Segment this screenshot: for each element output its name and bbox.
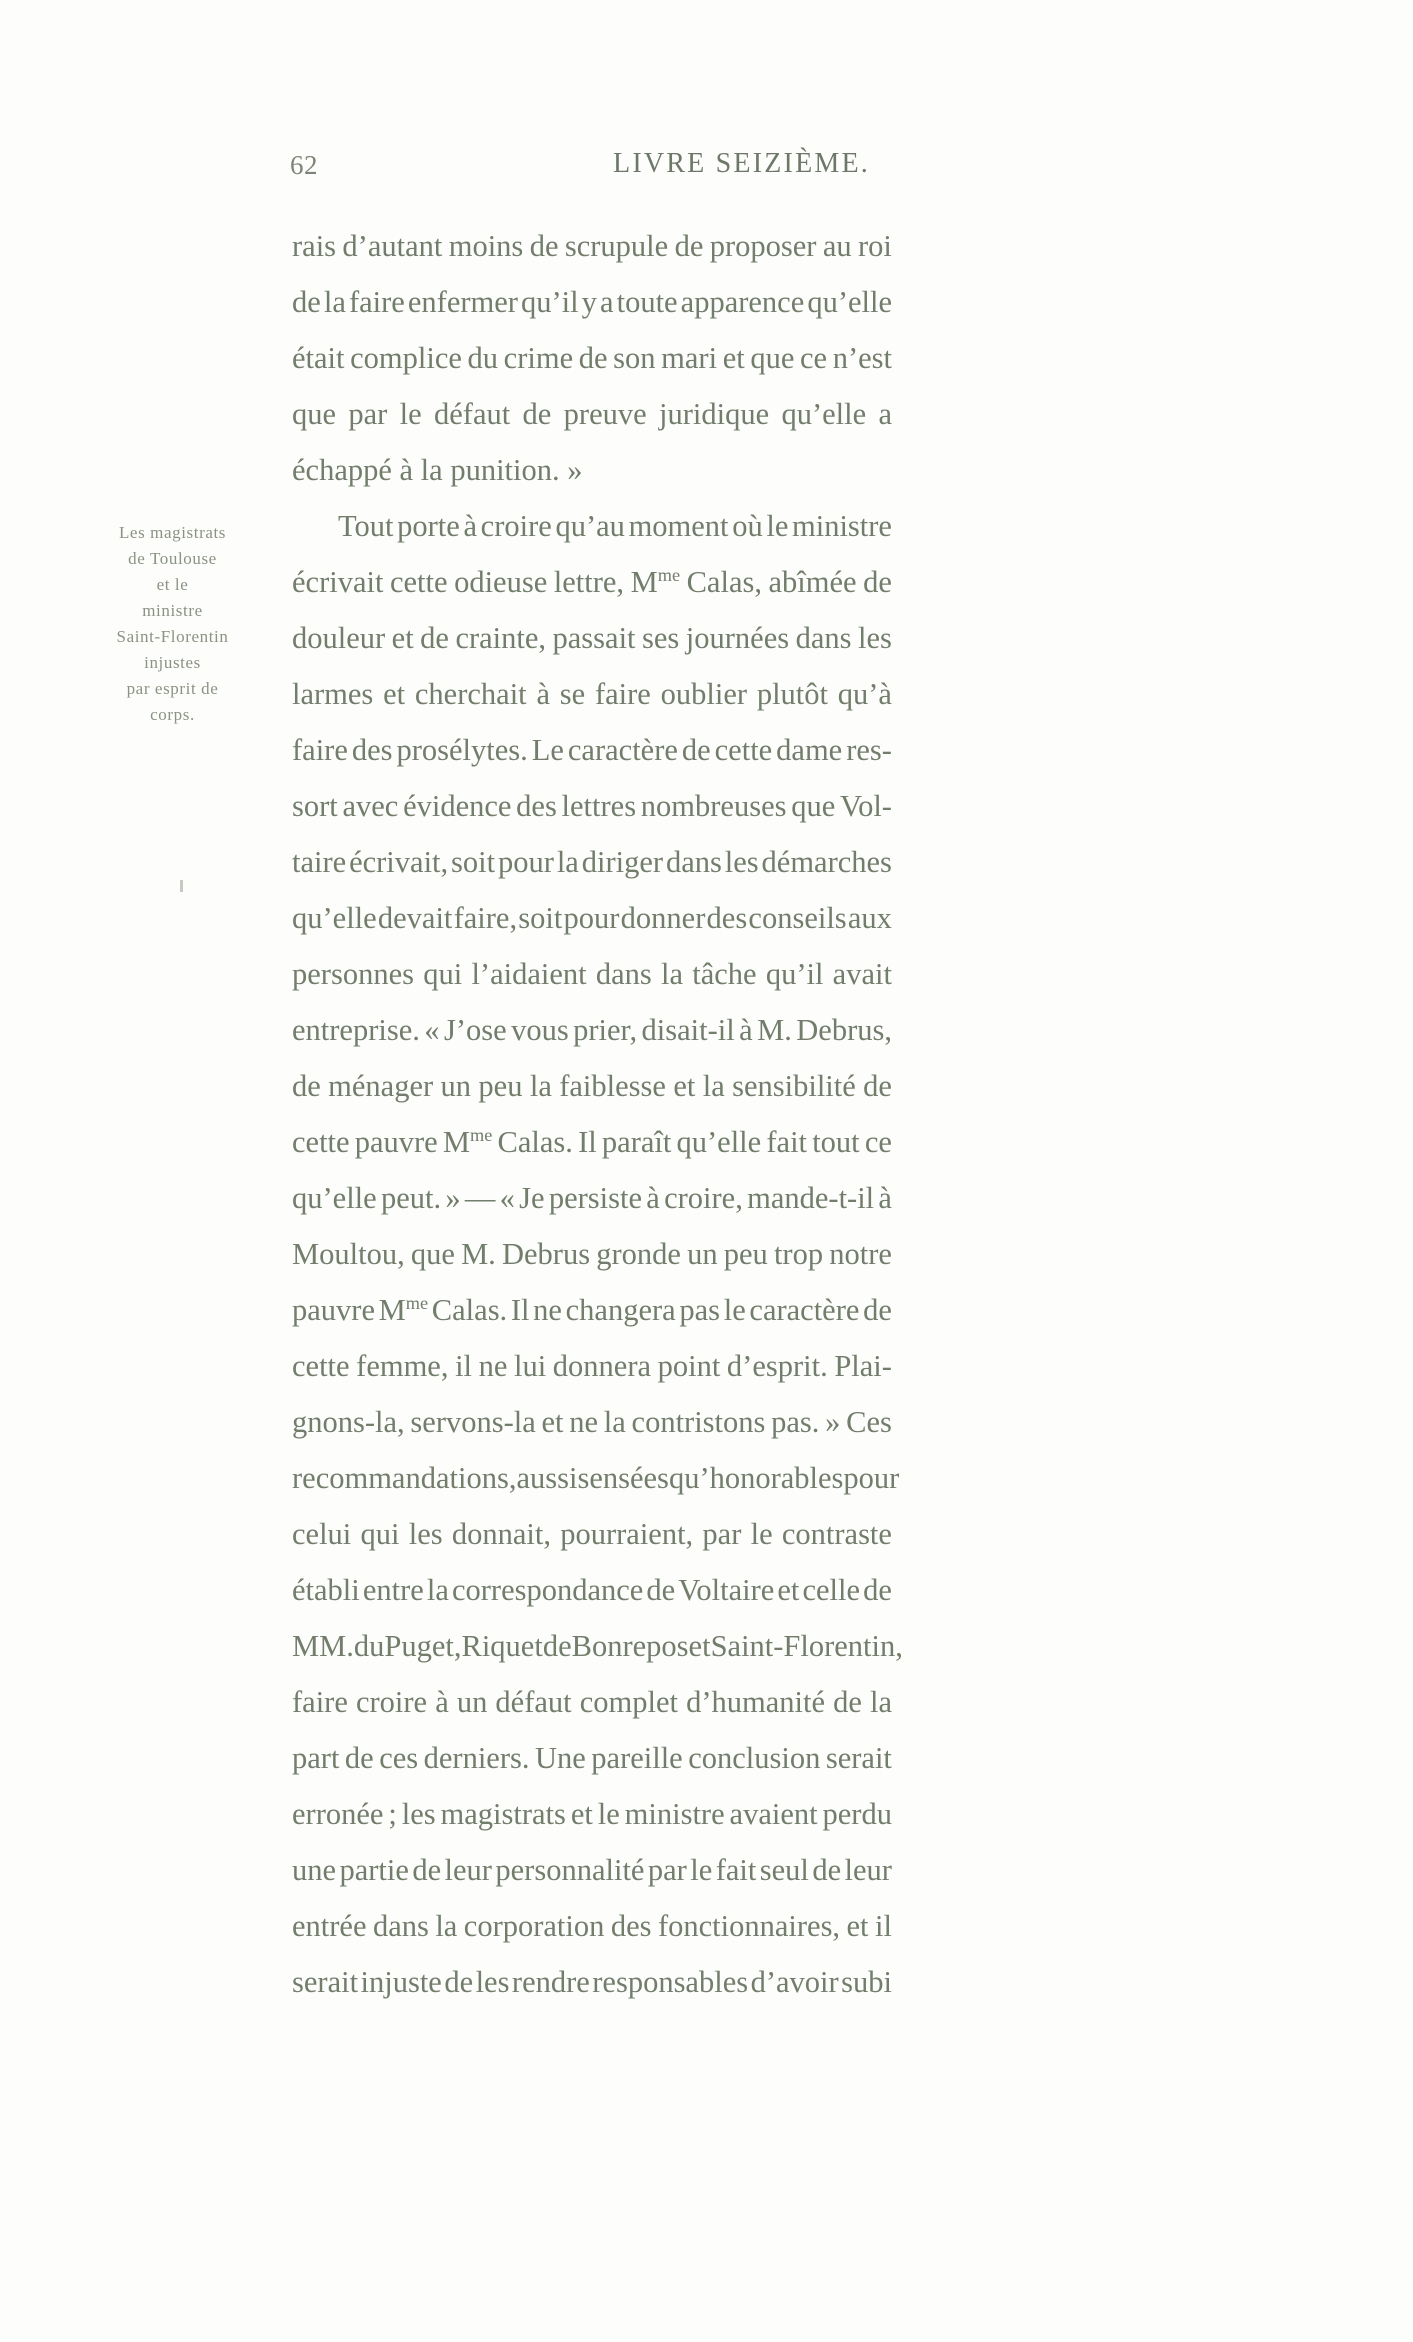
text-line: qu’elle devait faire, soit pour donner des conseils aux bbox=[292, 901, 892, 935]
text-line: cette pauvre $M^{me}$ Calas. Il paraît qu’elle fait tout ce bbox=[292, 1124, 892, 1159]
text-line: taire écrivait, soit pour la diriger dans les démarches bbox=[292, 845, 892, 879]
running-head: LIVRE SEIZIÈME. bbox=[613, 148, 870, 179]
text-line: pauvre $M^{me}$ Calas. Il ne changera pas le caractère de bbox=[292, 1292, 892, 1327]
text-line: part de ces derniers. Une pareille conclusion serait bbox=[292, 1741, 892, 1775]
marginal-note-line: et le bbox=[156, 575, 189, 594]
folio-number: 62 bbox=[290, 150, 318, 180]
text-line: une partie de leur personnalité par le fait seul de leur bbox=[292, 1853, 892, 1887]
text-line: serait injuste de les rendre responsables d’avoir subi bbox=[292, 1965, 892, 1999]
marginal-note-line: Saint-Florentin bbox=[116, 627, 229, 646]
marginal-note bbox=[75, 520, 270, 728]
text-line: gnons-la, servons-la et ne la contristons pas. » Ces bbox=[292, 1405, 892, 1439]
text-line: celui qui les donnait, pourraient, par le contraste bbox=[292, 1517, 892, 1551]
text-line: sort avec évidence des lettres nombreuses que Vol- bbox=[292, 789, 892, 823]
text-line: douleur et de crainte, passait ses journées dans les bbox=[292, 621, 892, 655]
text-line: erronée ; les magistrats et le ministre avaient perdu bbox=[292, 1797, 892, 1831]
text-line: MM. du Puget, Riquet de Bonrepos et Saint-Florentin, bbox=[292, 1629, 903, 1663]
text-line: larmes et cherchait à se faire oublier plutôt qu’à bbox=[292, 677, 892, 711]
text-line: écrivait cette odieuse lettre, $M^{me}$ Calas, abîmée de bbox=[292, 564, 892, 599]
text-line: personnes qui l’aidaient dans la tâche qu’il avait bbox=[292, 957, 892, 991]
paper-speck bbox=[180, 880, 183, 892]
text-line: Tout porte à croire qu’au moment où le ministre bbox=[338, 509, 892, 543]
text-line: échappé à la punition. » bbox=[292, 453, 583, 487]
marginal-note-line: par esprit de bbox=[126, 679, 219, 698]
body-text bbox=[292, 218, 903, 2010]
text-line: de la faire enfermer qu’il y a toute apparence qu’elle bbox=[292, 285, 892, 319]
marginal-note-line: corps. bbox=[150, 705, 195, 724]
text-line: cette femme, il ne lui donnera point d’esprit. Plai- bbox=[292, 1349, 892, 1383]
text-line: faire croire à un défaut complet d’humanité de la bbox=[292, 1685, 892, 1719]
marginal-note-line: Les magistrats bbox=[118, 523, 227, 542]
text-line: rais d’autant moins de scrupule de proposer au roi bbox=[292, 229, 892, 263]
text-line: établi entre la correspondance de Voltaire et celle de bbox=[292, 1573, 892, 1607]
text-line: recommandations, aussi sensées qu’honorables pour bbox=[292, 1461, 900, 1495]
text-line: qu’elle peut. » — « Je persiste à croire, mande-t-il à bbox=[292, 1181, 892, 1215]
marginal-note-line: de Toulouse bbox=[128, 549, 217, 568]
text-line: entrée dans la corporation des fonctionnaires, et il bbox=[292, 1909, 892, 1943]
paragraph bbox=[292, 218, 892, 498]
text-line: de ménager un peu la faiblesse et la sensibilité de bbox=[292, 1069, 892, 1103]
text-line: que par le défaut de preuve juridique qu’elle a bbox=[292, 397, 892, 431]
page-header bbox=[0, 150, 1413, 190]
marginal-note-line: injustes bbox=[144, 653, 201, 672]
text-line: entreprise. « J’ose vous prier, disait-il à M. Debrus, bbox=[292, 1013, 892, 1047]
text-line: faire des prosélytes. Le caractère de cette dame res- bbox=[292, 733, 892, 767]
marginal-note-line: ministre bbox=[142, 601, 203, 620]
paragraph bbox=[292, 498, 903, 2010]
text-line: Moultou, que M. Debrus gronde un peu trop notre bbox=[292, 1237, 892, 1271]
text-line: était complice du crime de son mari et que ce n’est bbox=[292, 341, 892, 375]
